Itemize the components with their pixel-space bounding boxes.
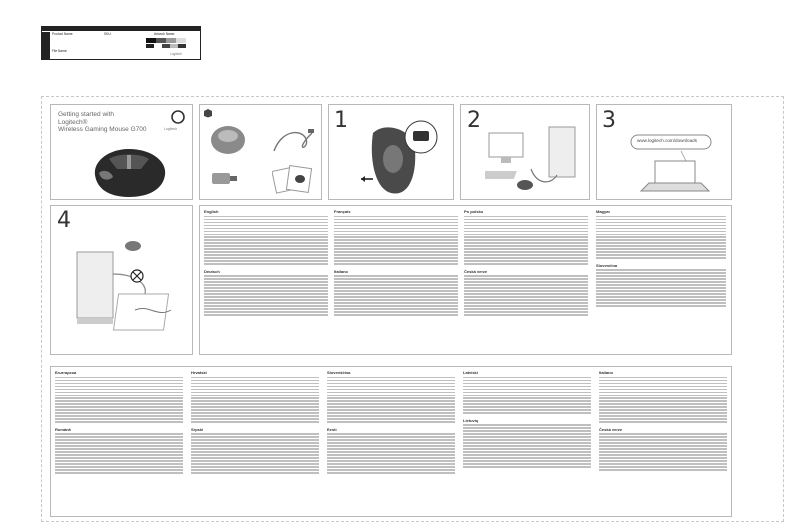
- lang-heading-es: Po polsku: [464, 209, 484, 214]
- lang-col-hr-sr: [191, 370, 319, 475]
- step3-panel: [596, 104, 732, 200]
- lang-heading-pt: Česká verze: [464, 268, 488, 274]
- spec-artwork-label: Artwork Name:: [154, 32, 176, 36]
- computer-connect-icon: [485, 121, 587, 197]
- lang-col-es-pt: [464, 209, 588, 317]
- lang-col-it-tr: [599, 370, 727, 472]
- step1-number: 1: [334, 108, 348, 133]
- downloads-url[interactable]: www.logitech.com/downloads: [637, 138, 698, 143]
- lang-col-sl-et: [327, 370, 455, 475]
- cover-title-line1: Getting started with: [58, 111, 114, 118]
- laptop-download-icon: [621, 133, 727, 195]
- lang-heading-lv: Latviski: [463, 370, 478, 375]
- spec-file-label: File Name:: [52, 49, 68, 53]
- spec-brand: Logitech: [170, 52, 183, 56]
- lang-heading-hu: Magyar: [596, 209, 611, 214]
- box-contents-panel: [199, 104, 322, 200]
- g700-mouse-hero-icon: [89, 145, 169, 199]
- spec-product-label: Product Name:: [52, 32, 74, 36]
- step2-number: 2: [467, 108, 481, 133]
- lang-col-fr-it: [334, 209, 458, 317]
- cover-title: [58, 111, 147, 134]
- lang-heading-it-2: Italiano: [599, 370, 614, 375]
- spec-header-bar: [42, 27, 200, 31]
- package-icon: [203, 108, 213, 118]
- step4-panel: [50, 205, 193, 355]
- lang-heading-sk: Slovenčina: [596, 262, 618, 268]
- step4-number: 4: [57, 208, 71, 233]
- cover-title-line3: Wireless Gaming Mouse G700: [58, 126, 147, 133]
- spec-swatch-strip-2: [146, 44, 186, 48]
- instructions-panel-2: [50, 366, 732, 517]
- usb-cable-icon: [272, 127, 317, 155]
- lang-heading-fr: Français: [334, 209, 351, 214]
- step1-panel: [328, 104, 454, 200]
- lang-heading-bg: Български: [55, 370, 77, 375]
- lang-col-en-de: [204, 209, 328, 317]
- cover-panel: [50, 104, 193, 200]
- tower-unplug-icon: [65, 234, 189, 352]
- mouse-top-view-icon: [208, 123, 248, 157]
- logo-wordmark: Logitech: [164, 127, 178, 131]
- spec-black-tab: [42, 32, 50, 59]
- lang-col-ro-bg: [55, 370, 183, 475]
- lang-heading-hr: Hrvatski: [191, 370, 207, 375]
- spec-ticket: [41, 26, 201, 60]
- lang-heading-de: Deutsch: [204, 268, 220, 274]
- lang-col-hu-ru: [596, 209, 726, 308]
- instructions-panel-1: [199, 205, 732, 355]
- cover-title-line2: Logitech®: [58, 118, 88, 126]
- lang-heading-ro: Română: [55, 426, 71, 432]
- lang-heading-sr: Srpski: [191, 426, 204, 432]
- receiver-adapter-icon: [210, 169, 240, 189]
- lang-heading-lt: Lietuvių: [463, 417, 479, 423]
- lang-heading-sl: Slovenščina: [327, 370, 351, 375]
- step3-number: 3: [602, 108, 616, 133]
- lang-col-lv-lt: [463, 370, 591, 469]
- lang-heading-en: English: [204, 209, 219, 214]
- lang-heading-cs: Česká verze: [599, 426, 623, 432]
- spec-sku-label: SKU:: [104, 32, 112, 36]
- documentation-icon: [272, 165, 314, 195]
- battery-insert-icon: [359, 119, 451, 197]
- lang-heading-et: Eesti: [327, 426, 337, 432]
- spec-swatch-strip: [146, 38, 186, 43]
- logitech-logo-icon: [169, 109, 187, 127]
- lang-heading-it: Italiano: [334, 268, 349, 274]
- step2-panel: [460, 104, 590, 200]
